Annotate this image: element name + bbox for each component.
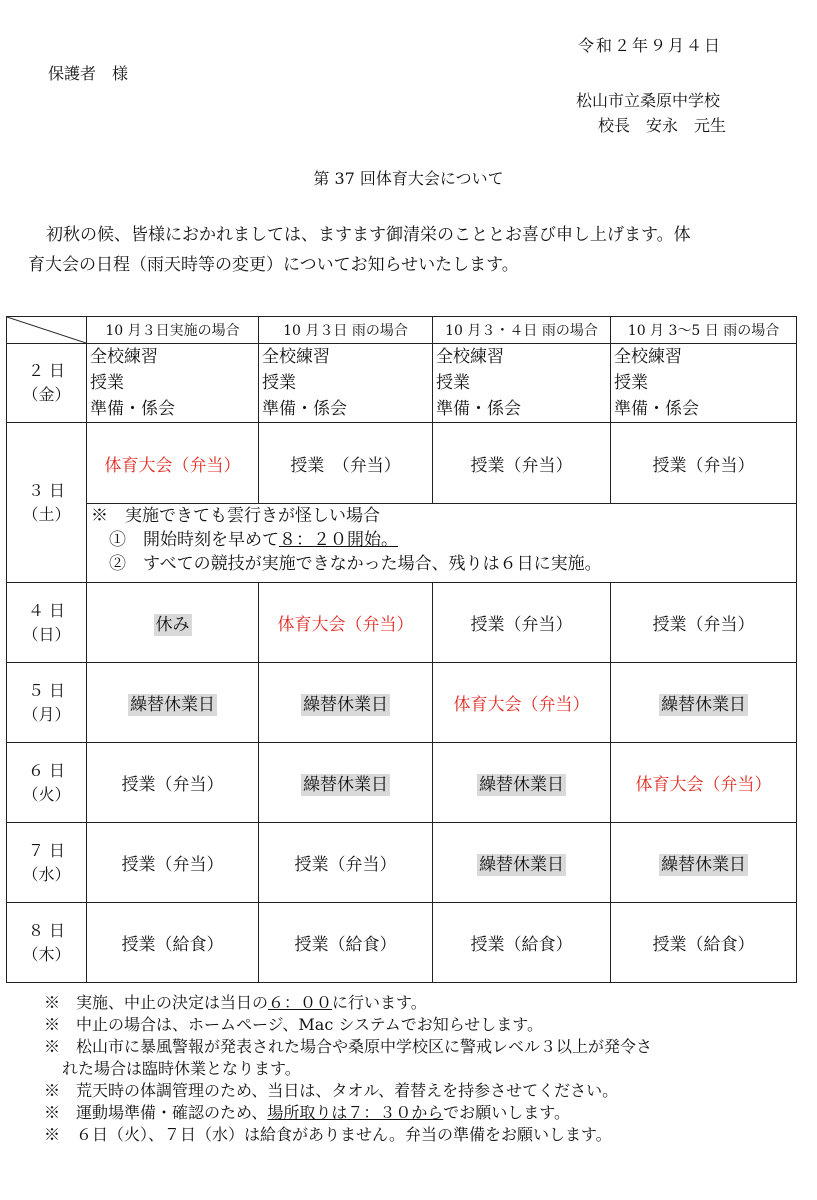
note-3-continued: れた場合は臨時休業となります。 (62, 1059, 301, 1078)
table-row-day6 (7, 743, 797, 823)
note-2: ※ 中止の場合は、ホームページ、Mac システムでお知らせします。 (44, 1015, 544, 1034)
schedule-table (6, 316, 797, 983)
schedule-cell: 授業（弁当） (433, 583, 611, 663)
schedule-cell: 繰替休業日 (433, 743, 611, 823)
table-row-day2 (7, 344, 797, 423)
day-label: ４ 日 （日） (7, 583, 87, 663)
day-label: ６ 日 （火） (7, 743, 87, 823)
schedule-cell: 繰替休業日 (259, 743, 433, 823)
column-header: 10 月３・４日 雨の場合 (433, 317, 611, 344)
footer-notes (44, 992, 804, 1146)
table-row-day7 (7, 823, 797, 903)
note-3: ※ 松山市に暴風警報が発表された場合や桑原中学校区に警戒レベル３以上が発令さ (44, 1037, 653, 1056)
note-6: ※ ６日（火）、７日（水）は給食がありません。弁当の準備をお願いします。 (44, 1125, 612, 1144)
schedule-cell: 授業（給食） (259, 903, 433, 983)
table-row-day4 (7, 583, 797, 663)
schedule-cell: 全校練習 授業 準備・係会 (611, 344, 797, 423)
schedule-cell: 授業（給食） (433, 903, 611, 983)
schedule-cell: 繰替休業日 (433, 823, 611, 903)
column-header: 10 月３日 雨の場合 (259, 317, 433, 344)
day-label: ３ 日 （土） (7, 423, 87, 583)
schedule-cell: 授業（弁当） (87, 823, 259, 903)
school-name: 松山市立桑原中学校 (576, 91, 721, 110)
schedule-cell: 繰替休業日 (611, 663, 797, 743)
schedule-cell: 体育大会（弁当） (87, 423, 259, 504)
table-header-row (7, 317, 797, 344)
schedule-cell: 繰替休業日 (87, 663, 259, 743)
day-label: ５ 日 （月） (7, 663, 87, 743)
schedule-cell: 授業（給食） (87, 903, 259, 983)
greeting-line-1: 初秋の候、皆様におかれましては、ますます御清栄のこととお喜び申し上げます。体 (46, 225, 691, 245)
note-5: ※ 運動場準備・確認のため、場所取りは７：３０からでお願いします。 (44, 1103, 570, 1122)
schedule-cell: 授業（弁当） (259, 823, 433, 903)
greeting-line-2: 育大会の日程（雨天時等の変更）についてお知らせいたします。 (28, 255, 519, 275)
letter-date: 令和２年９月４日 (578, 36, 723, 55)
day-label: ７ 日 （水） (7, 823, 87, 903)
schedule-cell: 体育大会（弁当） (433, 663, 611, 743)
table-row-day3-note (7, 504, 797, 583)
schedule-cell: 授業（弁当） (87, 743, 259, 823)
greeting-paragraph (28, 220, 780, 280)
contingency-note: ※ 実施できても雲行きが怪しい場合 ① 開始時刻を早めて８：２０開始。 ② すべての競技が実施できなかった場合、残りは６日に実施。 (87, 504, 797, 583)
column-header: 10 月 3～5 日 雨の場合 (611, 317, 797, 344)
day-label: ２ 日 （金） (7, 344, 87, 423)
schedule-cell: 体育大会（弁当） (259, 583, 433, 663)
note-4: ※ 荒天時の体調管理のため、当日は、タオル、着替えを持参させてください。 (44, 1081, 619, 1100)
schedule-cell: 全校練習 授業 準備・係会 (433, 344, 611, 423)
schedule-cell: 授業（弁当） (611, 583, 797, 663)
schedule-cell: 繰替休業日 (259, 663, 433, 743)
schedule-cell: 繰替休業日 (611, 823, 797, 903)
schedule-cell: 授業（弁当） (433, 423, 611, 504)
schedule-cell: 授業 （弁当） (259, 423, 433, 504)
schedule-cell: 全校練習 授業 準備・係会 (87, 344, 259, 423)
day-label: ８ 日 （木） (7, 903, 87, 983)
recipient: 保護者 様 (48, 64, 129, 83)
table-row-day5 (7, 663, 797, 743)
corner-diagonal-cell (7, 317, 87, 344)
schedule-cell: 全校練習 授業 準備・係会 (259, 344, 433, 423)
document-title: 第 37 回体育大会について (313, 169, 504, 188)
schedule-cell: 授業（給食） (611, 903, 797, 983)
table-row-day3 (7, 423, 797, 504)
schedule-cell: 体育大会（弁当） (611, 743, 797, 823)
column-header: 10 月３日実施の場合 (87, 317, 259, 344)
note-1: ※ 実施、中止の決定は当日の６：００に行います。 (44, 993, 427, 1012)
schedule-cell: 休み (87, 583, 259, 663)
schedule-cell: 授業（弁当） (611, 423, 797, 504)
table-row-day8 (7, 903, 797, 983)
principal-name: 校長 安永 元生 (598, 116, 727, 135)
